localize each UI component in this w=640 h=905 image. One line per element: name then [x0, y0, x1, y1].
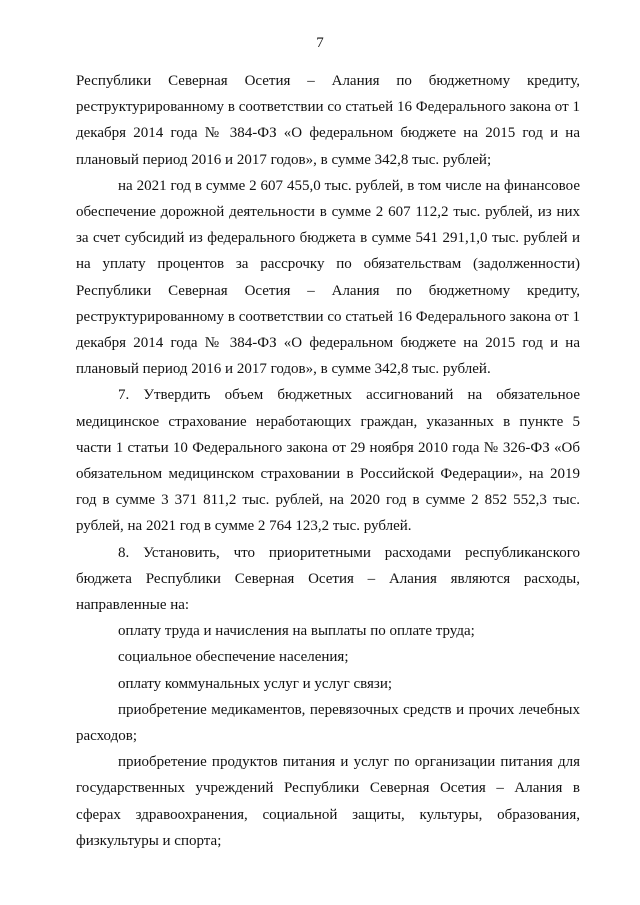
- paragraph-2021-budget: на 2021 год в сумме 2 607 455,0 тыс. рублей, в том числе на финансовое обеспечение дорожной деятельности в сумме 2 607 112,2 тыс. рублей, из них за счет субсидий из федерального бюджета в сумме 541 291,1,0 тыс. рублей и на уплату процентов за рассрочку по обязательствам (задолженности) Республики Северная Осетия – Алания по бюджетному кредиту, реструктурированному в соответствии со статьей 16 Федерального закона от 1 декабря 2014 года № 384-ФЗ «О федеральном бюджете на 2015 год и на плановый период 2016 и 2017 годов», в сумме 342,8 тыс. рублей.: [76, 177, 580, 378]
- list-item: приобретение медикаментов, перевязочных средств и прочих лечебных расходов;: [76, 701, 580, 745]
- list-item: оплату коммунальных услуг и услуг связи;: [118, 675, 393, 692]
- paragraph-item-7: 7. Утвердить объем бюджетных ассигнований на обязательное медицинское страхование неработающих граждан, указанных в пункте 5 части 1 статьи 10 Федерального закона от 29 ноября 2010 года № 326-ФЗ «Об обязательном медицинском страховании в Российской Федерации», на 2019 год в сумме 3 371 811,2 тыс. рублей, на 2020 год в сумме 2 852 552,3 тыс. рублей, на 2021 год в сумме 2 764 123,2 тыс. рублей.: [76, 387, 580, 535]
- document-body: [76, 68, 580, 854]
- page-number: 7: [316, 35, 324, 51]
- paragraph-item-8: 8. Установить, что приоритетными расходами республиканского бюджета Республики Северная Осетия – Алания являются расходы, направленные на:: [76, 544, 580, 614]
- list-item: приобретение продуктов питания и услуг по организации питания для государственных учреждений Республики Северная Осетия – Алания в сферах здравоохранения, социальной защиты, культуры, образования, физкультуры и спорта;: [76, 754, 580, 849]
- list-item: социальное обеспечение населения;: [118, 649, 349, 666]
- list-item: оплату труда и начисления на выплаты по оплате труда;: [118, 623, 475, 640]
- paragraph-continuation: Республики Северная Осетия – Алания по бюджетному кредиту, реструктурированному в соответствии со статьей 16 Федерального закона от 1 декабря 2014 года № 384-ФЗ «О федеральном бюджете на 2015 год и на плановый период 2016 и 2017 годов», в сумме 342,8 тыс. рублей;: [76, 73, 580, 168]
